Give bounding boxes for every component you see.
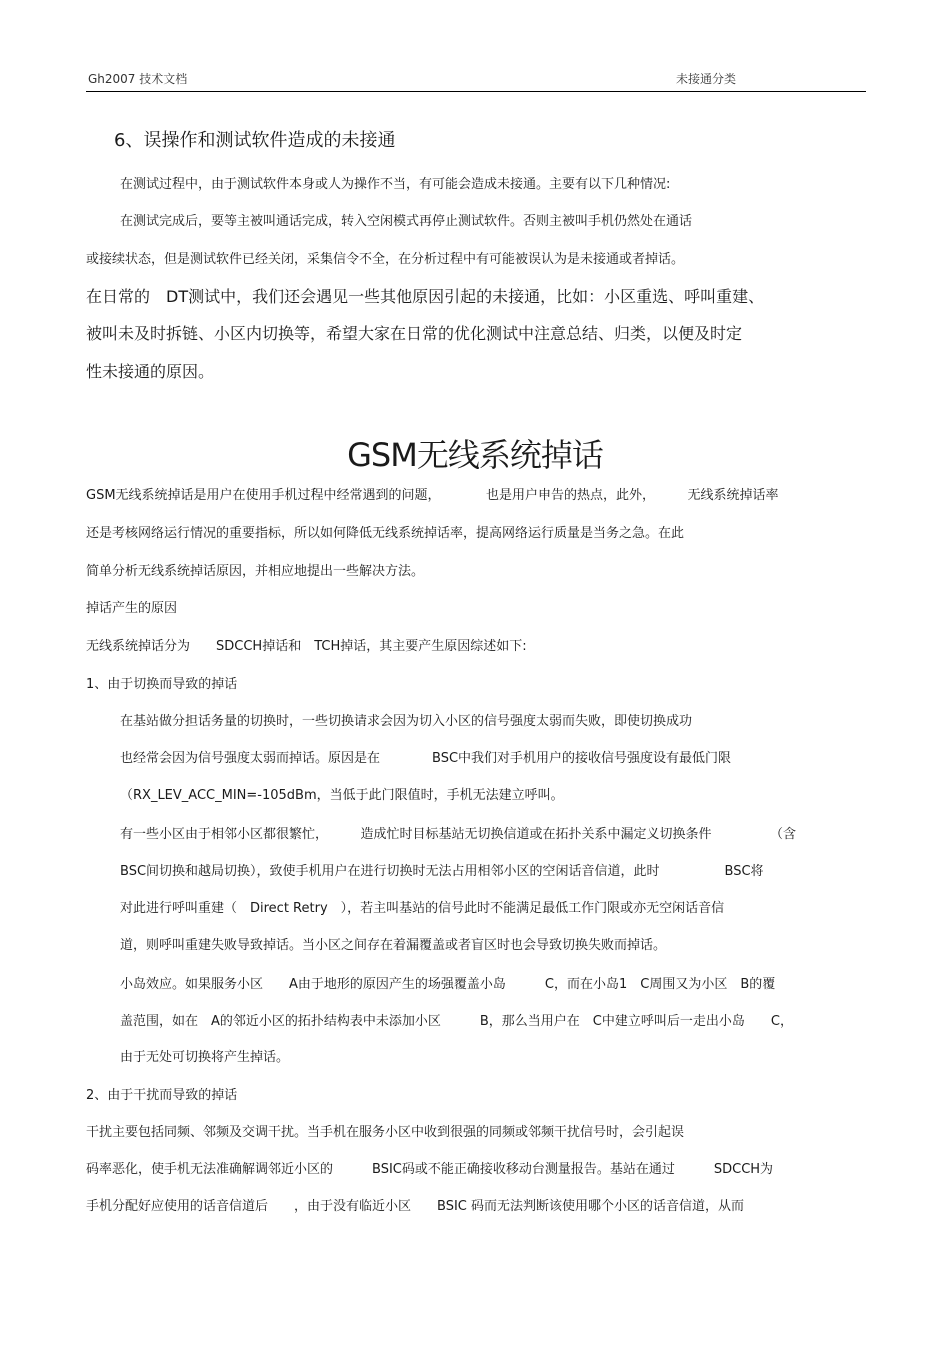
section6-paragraph-3-line-2: 被叫未及时拆链、小区内切换等，希望大家在日常的优化测试中注意总结、归类，以便及时定: [86, 324, 743, 343]
item1-paragraph-1-line-3: （RX_LEV_ACC_MIN=-105dBm，当低于此门限值时，手机无法建立呼叫。: [120, 788, 564, 803]
section6-heading: 6、误操作和测试软件造成的未接通: [114, 130, 396, 151]
section6-paragraph-3-line-1: 在日常的 DT测试中，我们还会遇见一些其他原因引起的未接通，比如：小区重选、呼叫重建、: [86, 287, 765, 306]
item1-paragraph-1-line-1: 在基站做分担话务量的切换时，一些切换请求会因为切入小区的信号强度太弱而失败，即使切换成功: [120, 714, 693, 729]
item1-paragraph-3-line-3: 由于无处可切换将产生掉话。: [120, 1050, 290, 1065]
header-divider: [86, 91, 866, 92]
item1-heading: 1、由于切换而导致的掉话: [86, 677, 238, 692]
item1-paragraph-2-line-1: 有一些小区由于相邻小区都很繁忙， 造成忙时目标基站无切换信道或在拓扑关系中漏定义切换条件 （含: [120, 827, 797, 842]
section6-paragraph-1: 在测试过程中，由于测试软件本身或人为操作不当，有可能会造成未接通。主要有以下几种情况:: [120, 177, 671, 192]
item1-paragraph-2-line-2: BSC间切换和越局切换），致使手机用户在进行切换时无法占用相邻小区的空闲话音信道，此时 BSC将: [120, 864, 764, 879]
section6-paragraph-2-line-1: 在测试完成后，要等主被叫通话完成，转入空闲模式再停止测试软件。否则主被叫手机仍然处在通话: [120, 214, 693, 229]
item2-paragraph-line-3: 手机分配好应使用的话音信道后 ，由于没有临近小区 BSIC 码而无法判断该使用哪个小区的话音信道，从而: [86, 1199, 744, 1214]
item1-paragraph-2-line-3: 对此进行呼叫重建（ Direct Retry ），若主叫基站的信号此时不能满足最低工作门限或亦无空闲话音信: [120, 901, 725, 916]
gsm-intro-line-3: 简单分析无线系统掉话原因，并相应地提出一些解决方法。: [86, 564, 425, 579]
cause-heading: 掉话产生的原因: [86, 601, 178, 616]
item2-heading: 2、由于干扰而导致的掉话: [86, 1088, 238, 1103]
gsm-title: GSM无线系统掉话: [347, 436, 603, 474]
cause-intro: 无线系统掉话分为 SDCCH掉话和 TCH掉话，其主要产生原因综述如下:: [86, 639, 527, 654]
item1-paragraph-2-line-4: 道，则呼叫重建失败导致掉话。当小区之间存在着漏覆盖或者盲区时也会导致切换失败而掉话。: [120, 938, 667, 953]
gsm-intro-line-2: 还是考核网络运行情况的重要指标，所以如何降低无线系统掉话率，提高网络运行质量是当务之急。在此: [86, 526, 685, 541]
item2-paragraph-line-2: 码率恶化，使手机无法准确解调邻近小区的 BSIC码或不能正确接收移动台测量报告。基站在通过 SDCCH为: [86, 1162, 774, 1177]
item1-paragraph-3-line-2: 盖范围，如在 A的邻近小区的拓扑结构表中未添加小区 B，那么当用户在 C中建立呼叫后一走出小岛 C，: [120, 1014, 793, 1029]
section6-paragraph-3-line-3: 性未接通的原因。: [86, 362, 215, 381]
item2-paragraph-line-1: 干扰主要包括同频、邻频及交调干扰。当手机在服务小区中收到很强的同频或邻频干扰信号时，会引起误: [86, 1125, 685, 1140]
header-section-name: 未接通分类: [676, 72, 737, 86]
item1-paragraph-3-line-1: 小岛效应。如果服务小区 A由于地形的原因产生的场强覆盖小岛 C，而在小岛1 C周围又为小区 B的覆: [120, 977, 776, 992]
item1-paragraph-1-line-2: 也经常会因为信号强度太弱而掉话。原因是在 BSC中我们对手机用户的接收信号强度设有最低门限: [120, 751, 732, 766]
header-doc-name: Gh2007 技术文档: [88, 72, 188, 86]
gsm-intro-line-1: GSM无线系统掉话是用户在使用手机过程中经常遇到的问题， 也是用户申告的热点，此外， 无线系统掉话率: [86, 488, 779, 503]
section6-paragraph-2-line-2: 或接续状态，但是测试软件已经关闭，采集信令不全，在分析过程中有可能被误认为是未接通或者掉话。: [86, 252, 685, 267]
